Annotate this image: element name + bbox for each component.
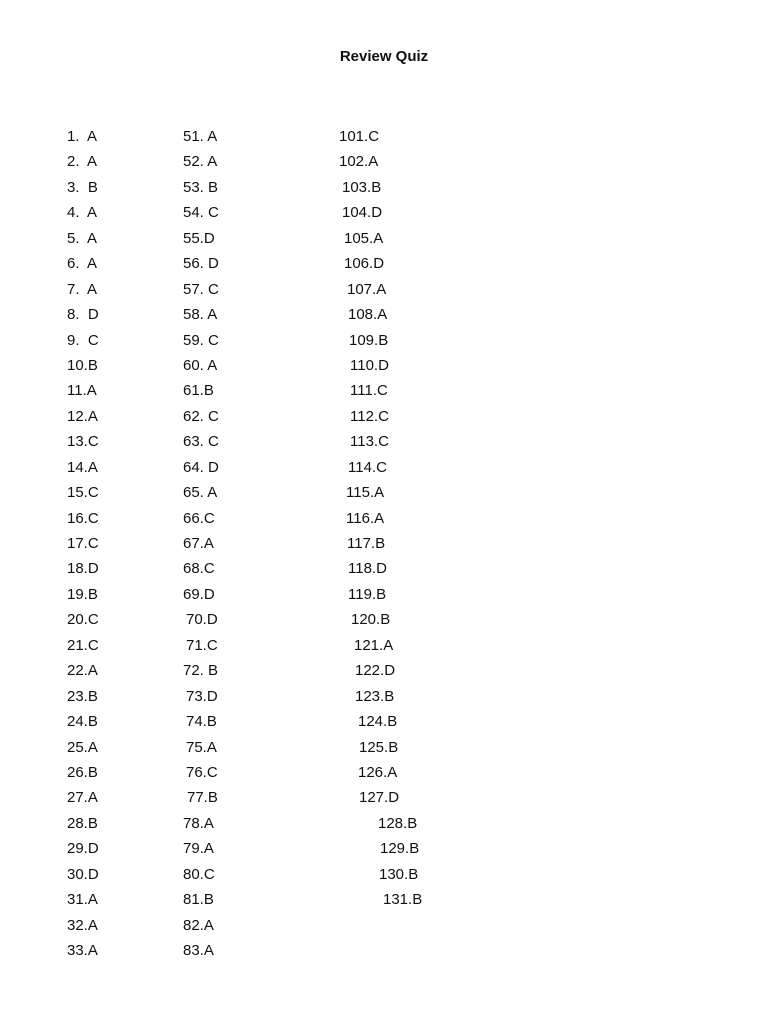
answer-item: 67.A (183, 535, 214, 552)
answer-item: 22.A (67, 662, 98, 680)
answer-item: 4. A (67, 204, 98, 222)
answer-item: 102.A (339, 153, 379, 171)
answer-item: 13.C (67, 433, 99, 451)
answer-item: 74.B (186, 713, 217, 731)
answer-item: 124.B (358, 713, 398, 731)
answer-item: 126.A (358, 763, 398, 781)
answer-item: 30.D (67, 865, 99, 883)
answer-item: 32.A (67, 916, 98, 934)
answer-item: 83.A (183, 942, 214, 959)
answer-item: 75.A (186, 738, 217, 756)
answer-item: 128.B (378, 814, 418, 832)
answer-item: 12.A (67, 407, 98, 425)
answer-item: 77.B (187, 789, 218, 807)
answer-item: 117.B (347, 535, 386, 552)
answer-item: 79.A (183, 840, 214, 858)
answer-item: 62. C (183, 407, 219, 425)
answer-item: 1. A (67, 128, 98, 145)
answer-item: 122.D (355, 662, 396, 680)
answer-item: 101.C (339, 128, 380, 145)
answer-item: 65. A (183, 484, 218, 502)
answer-item: 82.A (183, 916, 214, 934)
answer-item: 59. C (183, 331, 219, 349)
answer-item: 105.A (344, 229, 384, 247)
answer-item: 8. D (67, 306, 99, 324)
answer-item: 103.B (342, 178, 382, 196)
answer-item: 69.D (183, 585, 215, 603)
answer-item: 127.D (359, 789, 400, 807)
page-title: Review Quiz (339, 48, 429, 65)
answer-item: 31.A (67, 891, 98, 909)
answer-item: 121.A (354, 636, 394, 654)
answer-item: 72. B (183, 662, 219, 680)
answer-item: 68.C (183, 560, 215, 578)
answer-item: 115.A (346, 484, 385, 502)
answer-item: 66.C (183, 509, 215, 527)
answer-item: 2. A (67, 153, 98, 171)
answer-column-3 (339, 124, 422, 913)
answer-item: 125.B (359, 738, 399, 756)
answer-item: 51. A (183, 128, 218, 145)
answer-item: 108.A (348, 306, 388, 324)
answer-item: 58. A (183, 306, 218, 324)
answer-column-1 (67, 124, 99, 963)
answer-item: 116.A (346, 509, 385, 527)
answer-item: 118.D (348, 560, 387, 578)
answer-item: 112.C (350, 407, 389, 425)
answer-item: 71.C (186, 636, 218, 654)
answer-item: 61.B (183, 382, 214, 400)
answer-item: 15.C (67, 484, 99, 502)
answer-item: 119.B (348, 585, 387, 603)
answer-item: 123.B (355, 687, 395, 705)
answer-item: 60. A (183, 356, 218, 374)
answer-column-2 (183, 124, 219, 963)
answer-item: 9. C (67, 331, 99, 349)
answer-item: 26.B (67, 763, 98, 781)
answer-item: 109.B (349, 331, 389, 349)
answer-item: 110.D (350, 356, 389, 374)
answer-item: 57. C (183, 280, 219, 298)
answer-item: 70.D (186, 611, 218, 629)
answer-item: 19.B (67, 585, 98, 603)
answer-item: 106.D (344, 255, 385, 273)
answer-item: 80.C (183, 865, 215, 883)
answer-item: 56. D (183, 255, 219, 273)
answer-item: 29.D (67, 840, 99, 858)
answer-item: 104.D (342, 204, 383, 222)
answer-item: 3. B (67, 178, 98, 196)
answer-item: 28.B (67, 814, 98, 832)
answer-item: 81.B (183, 891, 214, 909)
answer-item: 64. D (183, 458, 219, 476)
answer-item: 54. C (183, 204, 219, 222)
answer-item: 5. A (67, 229, 98, 247)
answer-item: 107.A (347, 280, 387, 298)
answer-item: 113.C (350, 433, 389, 451)
answer-item: 76.C (186, 763, 218, 781)
answer-item: 63. C (183, 433, 219, 451)
answer-item: 120.B (351, 611, 391, 629)
answer-item: 78.A (183, 814, 214, 832)
answer-item: 53. B (183, 178, 219, 196)
answer-item: 131.B (383, 891, 423, 909)
answer-item: 33.A (67, 942, 98, 959)
answer-item: 24.B (67, 713, 98, 731)
answer-item: 6. A (67, 255, 98, 273)
answer-item: 130.B (379, 865, 419, 883)
answer-item: 20.C (67, 611, 99, 629)
answer-item: 18.D (67, 560, 99, 578)
answer-item: 114.C (348, 458, 387, 476)
answer-item: 129.B (380, 840, 420, 858)
answer-item: 55.D (183, 229, 215, 247)
answer-item: 23.B (67, 687, 98, 705)
answer-item: 52. A (183, 153, 218, 171)
answer-item: 21.C (67, 636, 99, 654)
answer-item: 25.A (67, 738, 98, 756)
answer-item: 7. A (67, 280, 98, 298)
answer-item: 16.C (67, 509, 99, 527)
answer-item: 27.A (67, 789, 98, 807)
answer-item: 11.A (67, 382, 97, 400)
answer-item: 73.D (186, 687, 218, 705)
answer-item: 14.A (67, 458, 98, 476)
answer-item: 17.C (67, 535, 99, 552)
answer-item: 111.C (350, 382, 388, 400)
answer-item: 10.B (67, 356, 98, 374)
